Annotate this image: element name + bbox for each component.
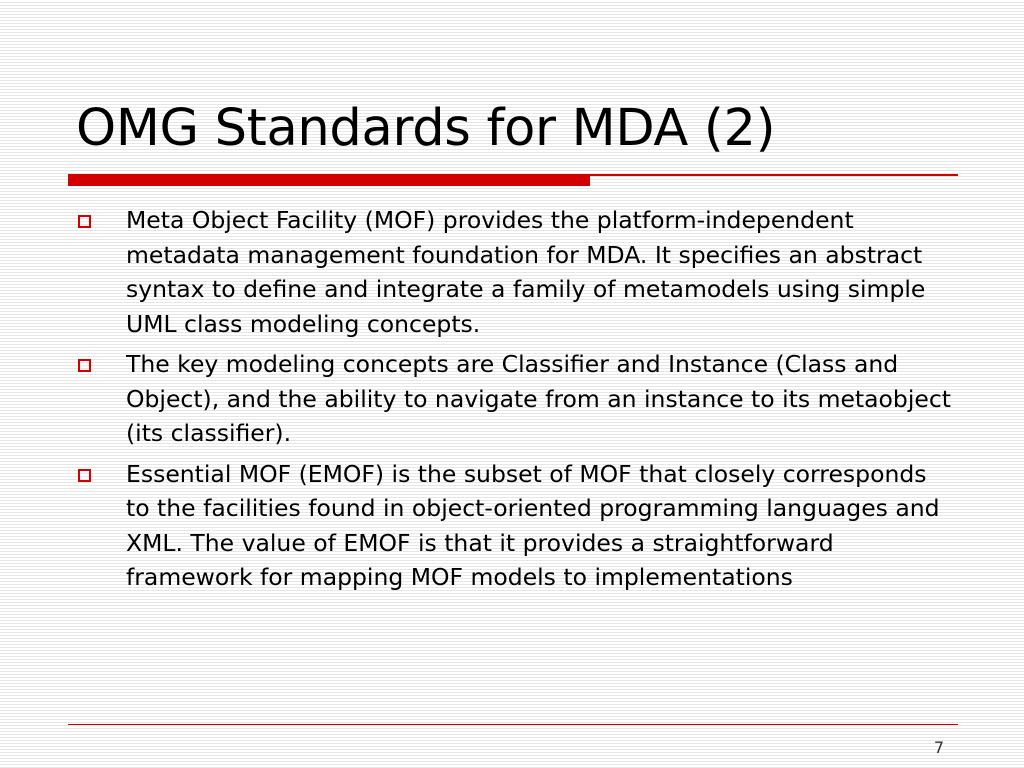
bullet-item	[76, 347, 956, 451]
square-bullet-icon	[78, 469, 91, 482]
bullet-text: Meta Object Facility (MOF) provides the platform-independent metadata management foundation for MDA. It specifies an abstract syntax to define and integrate a family of metamodels using simple UML class modeling concepts.	[126, 206, 926, 338]
bullet-item	[76, 203, 956, 341]
bullet-list	[76, 203, 956, 601]
bullet-text: The key modeling concepts are Classifier and Instance (Class and Object), and the ability to navigate from an instance to its metaobject (its classifier).	[126, 350, 951, 447]
bullet-item	[76, 457, 956, 595]
square-bullet-icon	[78, 359, 91, 372]
bullet-text: Essential MOF (EMOF) is the subset of MOF that closely corresponds to the facilities found in object-oriented programming languages and XML. The value of EMOF is that it provides a straightforward framework for mapping MOF models to implementations	[126, 459, 940, 591]
slide-number: 7	[933, 738, 944, 757]
slide-title: OMG Standards for MDA (2)	[76, 99, 776, 158]
square-bullet-icon	[78, 215, 91, 228]
title-underline-thin	[590, 174, 958, 176]
footer-divider	[68, 724, 958, 725]
title-underline-thick	[68, 174, 590, 186]
